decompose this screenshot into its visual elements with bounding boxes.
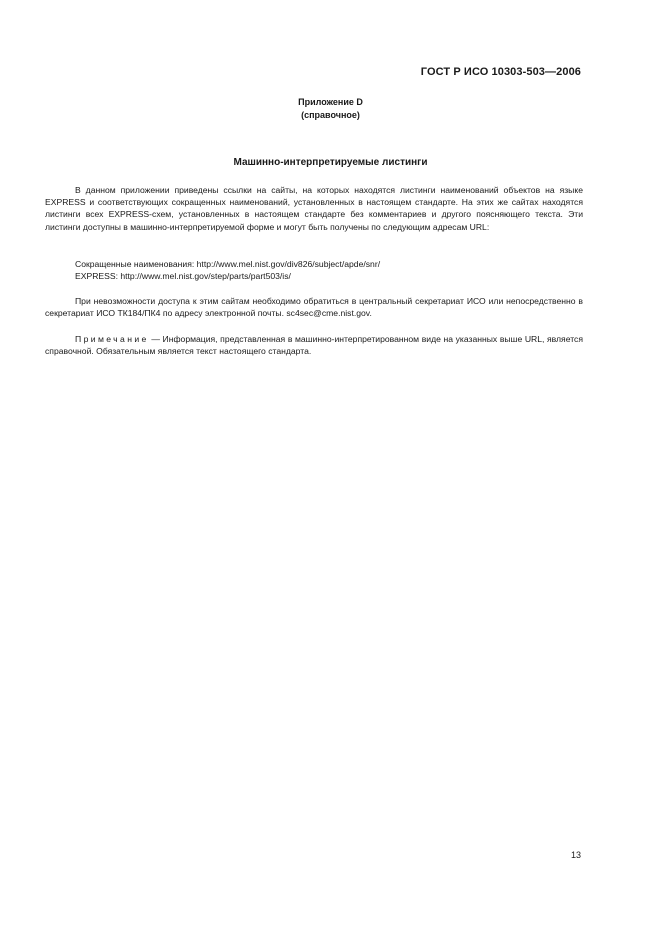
page-number: 13 (570, 850, 581, 860)
url-list (75, 258, 583, 282)
note-paragraph (45, 333, 583, 357)
contact-paragraph (45, 295, 583, 319)
url-short-names: Сокращенные наименования: http://www.mel.nist.gov/div826/subject/apde/snr/ (75, 259, 381, 269)
annex-heading (0, 96, 661, 122)
annex-status: (справочное) (301, 110, 360, 120)
intro-text: В данном приложении приведены ссылки на сайты, на которых находятся листинги наименований объектов на языке EXPRESS и соответствующих сокращенных наименований, установленных в настоящем стандарте. На этих же сайтах находятся листинги всех EXPRESS-схем, установленных в настоящем стандарте без комментариев и другого поясняющего текста. Эти листинги доступны в машинно-интерпретируемой форме и могут быть получены по следующим адресам URL: (45, 185, 583, 232)
note-label: Примечание (75, 334, 149, 344)
standard-number-header: ГОСТ Р ИСО 10303-503—2006 (420, 66, 581, 78)
annex-title: Приложение D (298, 97, 363, 107)
intro-paragraph (45, 184, 583, 233)
url-express: EXPRESS: http://www.mel.nist.gov/step/parts/part503/is/ (75, 271, 291, 282)
note-block (45, 333, 583, 357)
section-title: Машинно-интерпретируемые листинги (233, 157, 428, 168)
contact-text: При невозможности доступа к этим сайтам необходимо обратиться в центральный секретариат ИСО или непосредственно в секретариат ИСО ТК184/ПК4 по адресу электронной почты. sc4sec@cme.nist.gov. (45, 296, 583, 319)
note-text: — Информация, представленная в машинно-интерпретированном виде на указанных выше URL, является справочной. Обязательным является текст настоящего стандарта. (45, 334, 583, 357)
